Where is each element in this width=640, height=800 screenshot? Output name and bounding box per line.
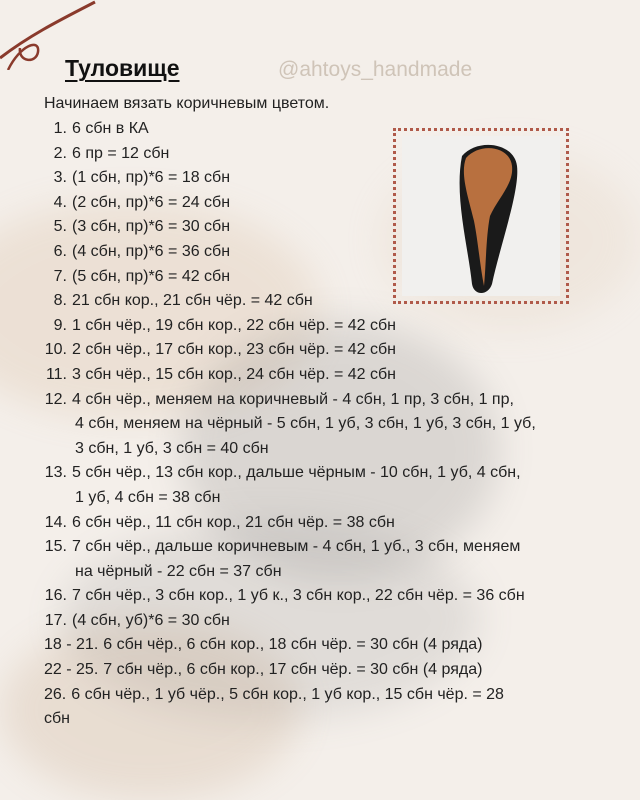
step-text: (2 сбн, пр)*6 = 24 сбн <box>72 193 231 211</box>
step-number: 15. <box>44 538 67 556</box>
step-number: 14. <box>44 513 67 531</box>
step-text: 6 сбн чёр., 1 уб чёр., 5 сбн кор., 1 уб кор., 15 сбн чёр. = 28 <box>71 685 504 703</box>
step-row <box>0 215 610 240</box>
step-text: 3 сбн, 1 уб, 3 сбн = 40 сбн <box>75 439 269 457</box>
step-row <box>0 633 610 658</box>
step-text-continued: сбн <box>44 710 70 728</box>
step-row <box>0 535 610 560</box>
step-text: 6 пр = 12 сбн <box>72 144 170 162</box>
step-row <box>0 338 610 363</box>
step-text: 21 сбн кор., 21 сбн чёр. = 42 сбн <box>72 292 313 310</box>
step-number: 9. <box>53 316 67 334</box>
step-text: (1 сбн, пр)*6 = 18 сбн <box>72 169 231 187</box>
step-number: 8. <box>53 292 67 310</box>
step-text: 7 сбн чёр., 3 сбн кор., 1 уб к., 3 сбн кор., 22 сбн чёр. = 36 сбн <box>72 587 525 605</box>
step-number: 18 - 21. <box>44 636 99 654</box>
step-text: на чёрный - 22 сбн = 37 сбн <box>75 562 282 580</box>
step-number: 5. <box>53 218 67 236</box>
step-row <box>0 658 610 683</box>
step-row <box>0 240 610 265</box>
step-row <box>0 289 610 314</box>
step-row <box>0 142 610 167</box>
step-number: 7. <box>53 267 67 285</box>
step-row <box>0 609 610 634</box>
step-text: (5 сбн, пр)*6 = 42 сбн <box>72 267 231 285</box>
step-row <box>0 584 610 609</box>
step-text: 7 сбн чёр., дальше коричневым - 4 сбн, 1 уб., 3 сбн, меняем <box>72 538 521 556</box>
step-number: 3. <box>53 169 67 187</box>
step-number: 22 - 25. <box>44 661 99 679</box>
step-number: 26. <box>44 685 67 703</box>
step-text: 3 сбн чёр., 15 сбн кор., 24 сбн чёр. = 42 сбн <box>72 365 396 383</box>
step-row <box>0 363 610 388</box>
step-text: 6 сбн чёр., 11 сбн кор., 21 сбн чёр. = 38 сбн <box>72 513 395 531</box>
step-text: 7 сбн чёр., 6 сбн кор., 17 сбн чёр. = 30 сбн (4 ряда) <box>103 661 483 679</box>
step-number: 17. <box>44 611 67 629</box>
step-number: 2. <box>53 144 67 162</box>
step-row <box>0 191 610 216</box>
step-row <box>0 117 610 142</box>
step-row <box>0 388 610 413</box>
step-row <box>0 265 610 290</box>
step-number: 4. <box>53 193 67 211</box>
step-text: (4 сбн, пр)*6 = 36 сбн <box>72 242 231 260</box>
step-number: 10. <box>44 341 67 359</box>
step-row-continued <box>0 437 610 462</box>
step-number: 12. <box>44 390 67 408</box>
step-text: 2 сбн чёр., 17 сбн кор., 23 сбн чёр. = 42 сбн <box>72 341 396 359</box>
page-title: Туловище <box>65 55 180 81</box>
step-number: 6. <box>53 242 67 260</box>
step-row <box>0 511 610 536</box>
step-row-continued <box>0 486 610 511</box>
author-handle: @ahtoys_handmade <box>278 58 473 81</box>
step-row-continued <box>0 560 610 585</box>
step-text: (3 сбн, пр)*6 = 30 сбн <box>72 218 231 236</box>
step-number: 11. <box>45 365 67 383</box>
step-text: 4 сбн чёр., меняем на коричневый - 4 сбн, 1 пр, 3 сбн, 1 пр, <box>72 390 514 408</box>
intro-text: Начинаем вязать коричневым цветом. <box>44 95 330 112</box>
step-text: 1 сбн чёр., 19 сбн кор., 22 сбн чёр. = 42 сбн <box>72 316 396 334</box>
step-text: 1 уб, 4 сбн = 38 сбн <box>75 488 221 506</box>
step-number: 16. <box>44 587 67 605</box>
step-row <box>0 166 610 191</box>
instructions-list <box>0 117 610 732</box>
step-row <box>0 461 610 486</box>
step-row <box>0 683 610 708</box>
step-text: 5 сбн чёр., 13 сбн кор., дальше чёрным - 10 сбн, 1 уб, 4 сбн, <box>72 464 521 482</box>
step-text: (4 сбн, уб)*6 = 30 сбн <box>72 611 230 629</box>
step-text: 6 сбн чёр., 6 сбн кор., 18 сбн чёр. = 30 сбн (4 ряда) <box>103 636 483 654</box>
step-text: 6 сбн в КА <box>72 120 149 137</box>
step-text: 4 сбн, меняем на чёрный - 5 сбн, 1 уб, 3 сбн, 1 уб, 3 сбн, 1 уб, <box>75 415 536 433</box>
step-row <box>0 314 610 339</box>
step-number: 1. <box>53 120 67 137</box>
step-row-continued <box>0 412 610 437</box>
step-number: 13. <box>44 464 67 482</box>
